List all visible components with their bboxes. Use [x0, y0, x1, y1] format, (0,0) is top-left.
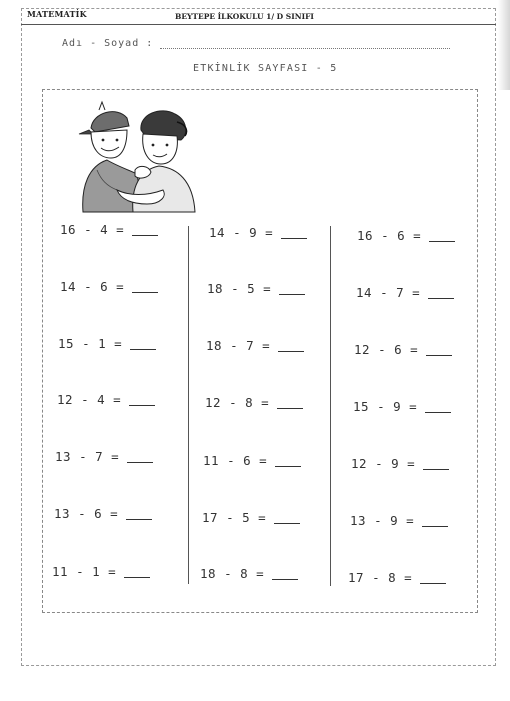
problem-item [60, 279, 158, 294]
header-rule [21, 24, 496, 25]
school-name: BEYTEPE İLKOKULU 1/ D SINIFI [175, 12, 314, 21]
problem-text: 15 - 1 = [58, 336, 123, 351]
problem-item [202, 510, 300, 525]
problem-text: 18 - 7 = [206, 338, 271, 353]
answer-blank[interactable] [124, 577, 150, 578]
answer-blank[interactable] [275, 466, 301, 467]
problem-text: 18 - 8 = [200, 566, 265, 581]
answer-blank[interactable] [129, 405, 155, 406]
answer-blank[interactable] [127, 462, 153, 463]
name-surname-label: Adı - Soyad : [62, 38, 154, 49]
subject-label: MATEMATİK [27, 9, 87, 19]
problem-item [60, 222, 158, 237]
problem-item [203, 453, 301, 468]
problem-text: 17 - 5 = [202, 510, 267, 525]
problem-text: 13 - 9 = [350, 513, 415, 528]
problem-item [58, 336, 156, 351]
problem-text: 14 - 9 = [209, 225, 274, 240]
answer-blank[interactable] [132, 292, 158, 293]
problem-item [206, 338, 304, 353]
problem-text: 12 - 8 = [205, 395, 270, 410]
problem-item [207, 281, 305, 296]
answer-blank[interactable] [126, 519, 152, 520]
problem-item [55, 449, 153, 464]
problem-item [350, 513, 448, 528]
problem-text: 12 - 4 = [57, 392, 122, 407]
problem-text: 13 - 6 = [54, 506, 119, 521]
answer-blank[interactable] [130, 349, 156, 350]
problem-text: 14 - 6 = [60, 279, 125, 294]
answer-blank[interactable] [279, 294, 305, 295]
problem-text: 16 - 4 = [60, 222, 125, 237]
answer-blank[interactable] [429, 241, 455, 242]
problem-item [353, 399, 451, 414]
scan-edge-shadow [498, 0, 510, 90]
problem-text: 12 - 9 = [351, 456, 416, 471]
problem-item [200, 566, 298, 581]
problem-text: 17 - 8 = [348, 570, 413, 585]
problem-text: 11 - 1 = [52, 564, 117, 579]
answer-blank[interactable] [278, 351, 304, 352]
name-surname-line [160, 48, 450, 49]
problem-item [54, 506, 152, 521]
column-divider-1 [188, 226, 189, 584]
problem-text: 18 - 5 = [207, 281, 272, 296]
problem-text: 15 - 9 = [353, 399, 418, 414]
answer-blank[interactable] [281, 238, 307, 239]
answer-blank[interactable] [425, 412, 451, 413]
answer-blank[interactable] [272, 579, 298, 580]
problem-item [348, 570, 446, 585]
column-divider-2 [330, 226, 331, 586]
answer-blank[interactable] [132, 235, 158, 236]
problem-item [57, 392, 155, 407]
problem-item [356, 285, 454, 300]
problem-item [52, 564, 150, 579]
answer-blank[interactable] [426, 355, 452, 356]
problem-text: 12 - 6 = [354, 342, 419, 357]
problem-item [354, 342, 452, 357]
answer-blank[interactable] [428, 298, 454, 299]
answer-blank[interactable] [274, 523, 300, 524]
problem-text: 11 - 6 = [203, 453, 268, 468]
problem-text: 13 - 7 = [55, 449, 120, 464]
problem-text: 16 - 6 = [357, 228, 422, 243]
problem-item [209, 225, 307, 240]
answer-blank[interactable] [420, 583, 446, 584]
two-boys-hugging-illustration [77, 100, 197, 215]
activity-title: ETKİNLİK SAYFASI - 5 [193, 63, 338, 74]
problem-item [351, 456, 449, 471]
answer-blank[interactable] [423, 469, 449, 470]
answer-blank[interactable] [277, 408, 303, 409]
problem-item [357, 228, 455, 243]
answer-blank[interactable] [422, 526, 448, 527]
problem-text: 14 - 7 = [356, 285, 421, 300]
problem-item [205, 395, 303, 410]
